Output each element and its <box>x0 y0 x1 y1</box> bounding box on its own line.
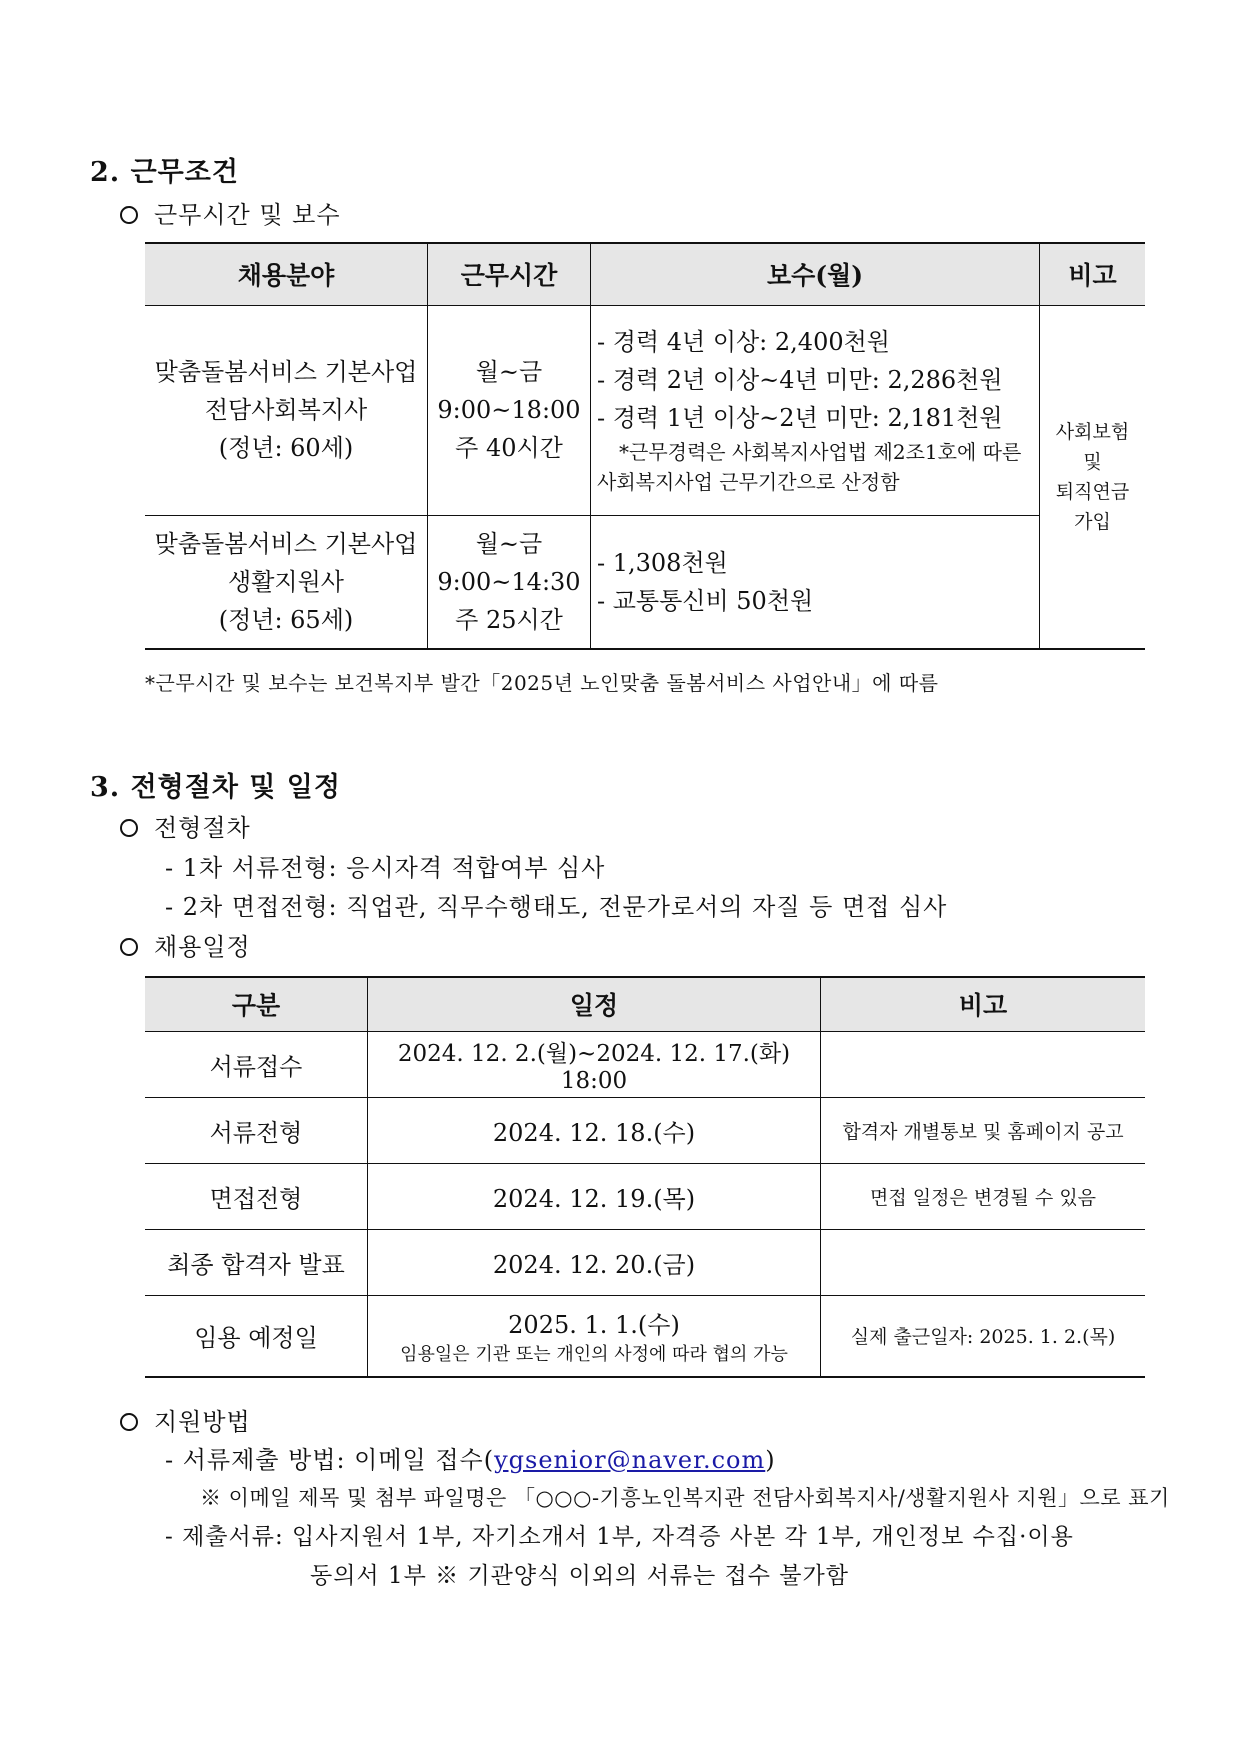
work-conditions-table <box>145 242 1145 650</box>
table-header-row <box>145 977 1145 1031</box>
category-cell: 면접전형 <box>145 1163 368 1229</box>
header-hours: 근무시간 <box>428 243 591 305</box>
circle-bullet-icon <box>120 819 138 837</box>
step-1: - 1차 서류전형: 응시자격 적합여부 심사 <box>165 854 606 882</box>
bullet-work-hours-pay: 근무시간 및 보수 <box>120 195 341 230</box>
circle-bullet-icon <box>120 1413 138 1431</box>
header-date: 일정 <box>368 977 821 1031</box>
section-3-title: 3. 전형절차 및 일정 <box>90 772 341 803</box>
hours-cell: 월~금 9:00~18:00 주 40시간 <box>428 305 591 515</box>
header-remark: 비고 <box>1040 243 1146 305</box>
field-cell: 맞춤돌봄서비스 기본사업 생활지원사 (정년: 65세) <box>145 515 428 649</box>
table-row <box>145 515 1145 649</box>
header-category: 구분 <box>145 977 368 1031</box>
required-documents-cont: 동의서 1부 ※ 기관양식 이외의 서류는 접수 불가함 <box>310 1563 849 1589</box>
table-row <box>145 1295 1145 1377</box>
remark-cell: 면접 일정은 변경될 수 있음 <box>821 1163 1146 1229</box>
date-cell: 2024. 12. 19.(목) <box>368 1163 821 1229</box>
field-cell: 맞춤돌봄서비스 기본사업 전담사회복지사 (정년: 60세) <box>145 305 428 515</box>
table-row <box>145 305 1145 515</box>
category-cell: 서류전형 <box>145 1097 368 1163</box>
email-subject-note: ※ 이메일 제목 및 첨부 파일명은 「○○○-기흥노인복지관 전담사회복지사/생활지원사 지원」으로 표기 <box>200 1486 1170 1510</box>
category-cell: 최종 합격자 발표 <box>145 1229 368 1295</box>
category-cell: 서류접수 <box>145 1031 368 1097</box>
circle-bullet-icon <box>120 206 138 224</box>
schedule-table <box>145 976 1145 1378</box>
step-2: - 2차 면접전형: 직업관, 직무수행태도, 전문가로서의 자질 등 면접 심사 <box>165 893 948 921</box>
remark-cell <box>821 1031 1146 1097</box>
category-cell: 임용 예정일 <box>145 1295 368 1377</box>
pay-cell: - 1,308천원 - 교통통신비 50천원 <box>591 515 1040 649</box>
remark-cell: 합격자 개별통보 및 홈페이지 공고 <box>821 1097 1146 1163</box>
email-link[interactable]: ygsenior@naver.com <box>494 1446 766 1474</box>
remark-cell <box>821 1229 1146 1295</box>
table-row <box>145 1097 1145 1163</box>
required-documents: - 제출서류: 입사지원서 1부, 자기소개서 1부, 자격증 사본 각 1부, 개인정보 수집·이용 <box>165 1524 1074 1550</box>
date-subnote: 임용일은 기관 또는 개인의 사정에 따라 협의 가능 <box>400 1344 788 1366</box>
table-row <box>145 1031 1145 1097</box>
table-row <box>145 1163 1145 1229</box>
circle-bullet-icon <box>120 938 138 956</box>
date-cell: 2025. 1. 1.(수) 임용일은 기관 또는 개인의 사정에 따라 협의 가능 <box>368 1295 821 1377</box>
remark-cell: 실제 출근일자: 2025. 1. 2.(목) <box>821 1295 1146 1377</box>
pay-footnote: *근무시간 및 보수는 보건복지부 발간「2025년 노인맞춤 돌봄서비스 사업안내」에 따름 <box>145 671 939 695</box>
header-field: 채용분야 <box>145 243 428 305</box>
date-cell: 2024. 12. 20.(금) <box>368 1229 821 1295</box>
hours-cell: 월~금 9:00~14:30 주 25시간 <box>428 515 591 649</box>
bullet-application-method: 지원방법 <box>120 1402 251 1437</box>
section-2-title: 2. 근무조건 <box>90 157 239 188</box>
bullet-hiring-schedule: 채용일정 <box>120 927 251 962</box>
pay-cell: - 경력 4년 이상: 2,400천원 - 경력 2년 이상~4년 미만: 2,286천원 - 경력 1년 이상~2년 미만: 2,181천원 *근무경력은 사회복지사업법 제2조1호에 따른 사회복지사업 근무기간으로 산정함 <box>591 305 1040 515</box>
date-cell: 2024. 12. 2.(월)~2024. 12. 17.(화) 18:00 <box>368 1031 821 1097</box>
table-header-row <box>145 243 1145 305</box>
header-remark: 비고 <box>821 977 1146 1031</box>
remark-cell: 사회보험 및 퇴직연금 가입 <box>1040 305 1146 649</box>
date-cell: 2024. 12. 18.(수) <box>368 1097 821 1163</box>
submission-method: - 서류제출 방법: 이메일 접수(ygsenior@naver.com) <box>165 1446 776 1474</box>
bullet-selection-process: 전형절차 <box>120 808 251 843</box>
header-pay: 보수(월) <box>591 243 1040 305</box>
table-row <box>145 1229 1145 1295</box>
